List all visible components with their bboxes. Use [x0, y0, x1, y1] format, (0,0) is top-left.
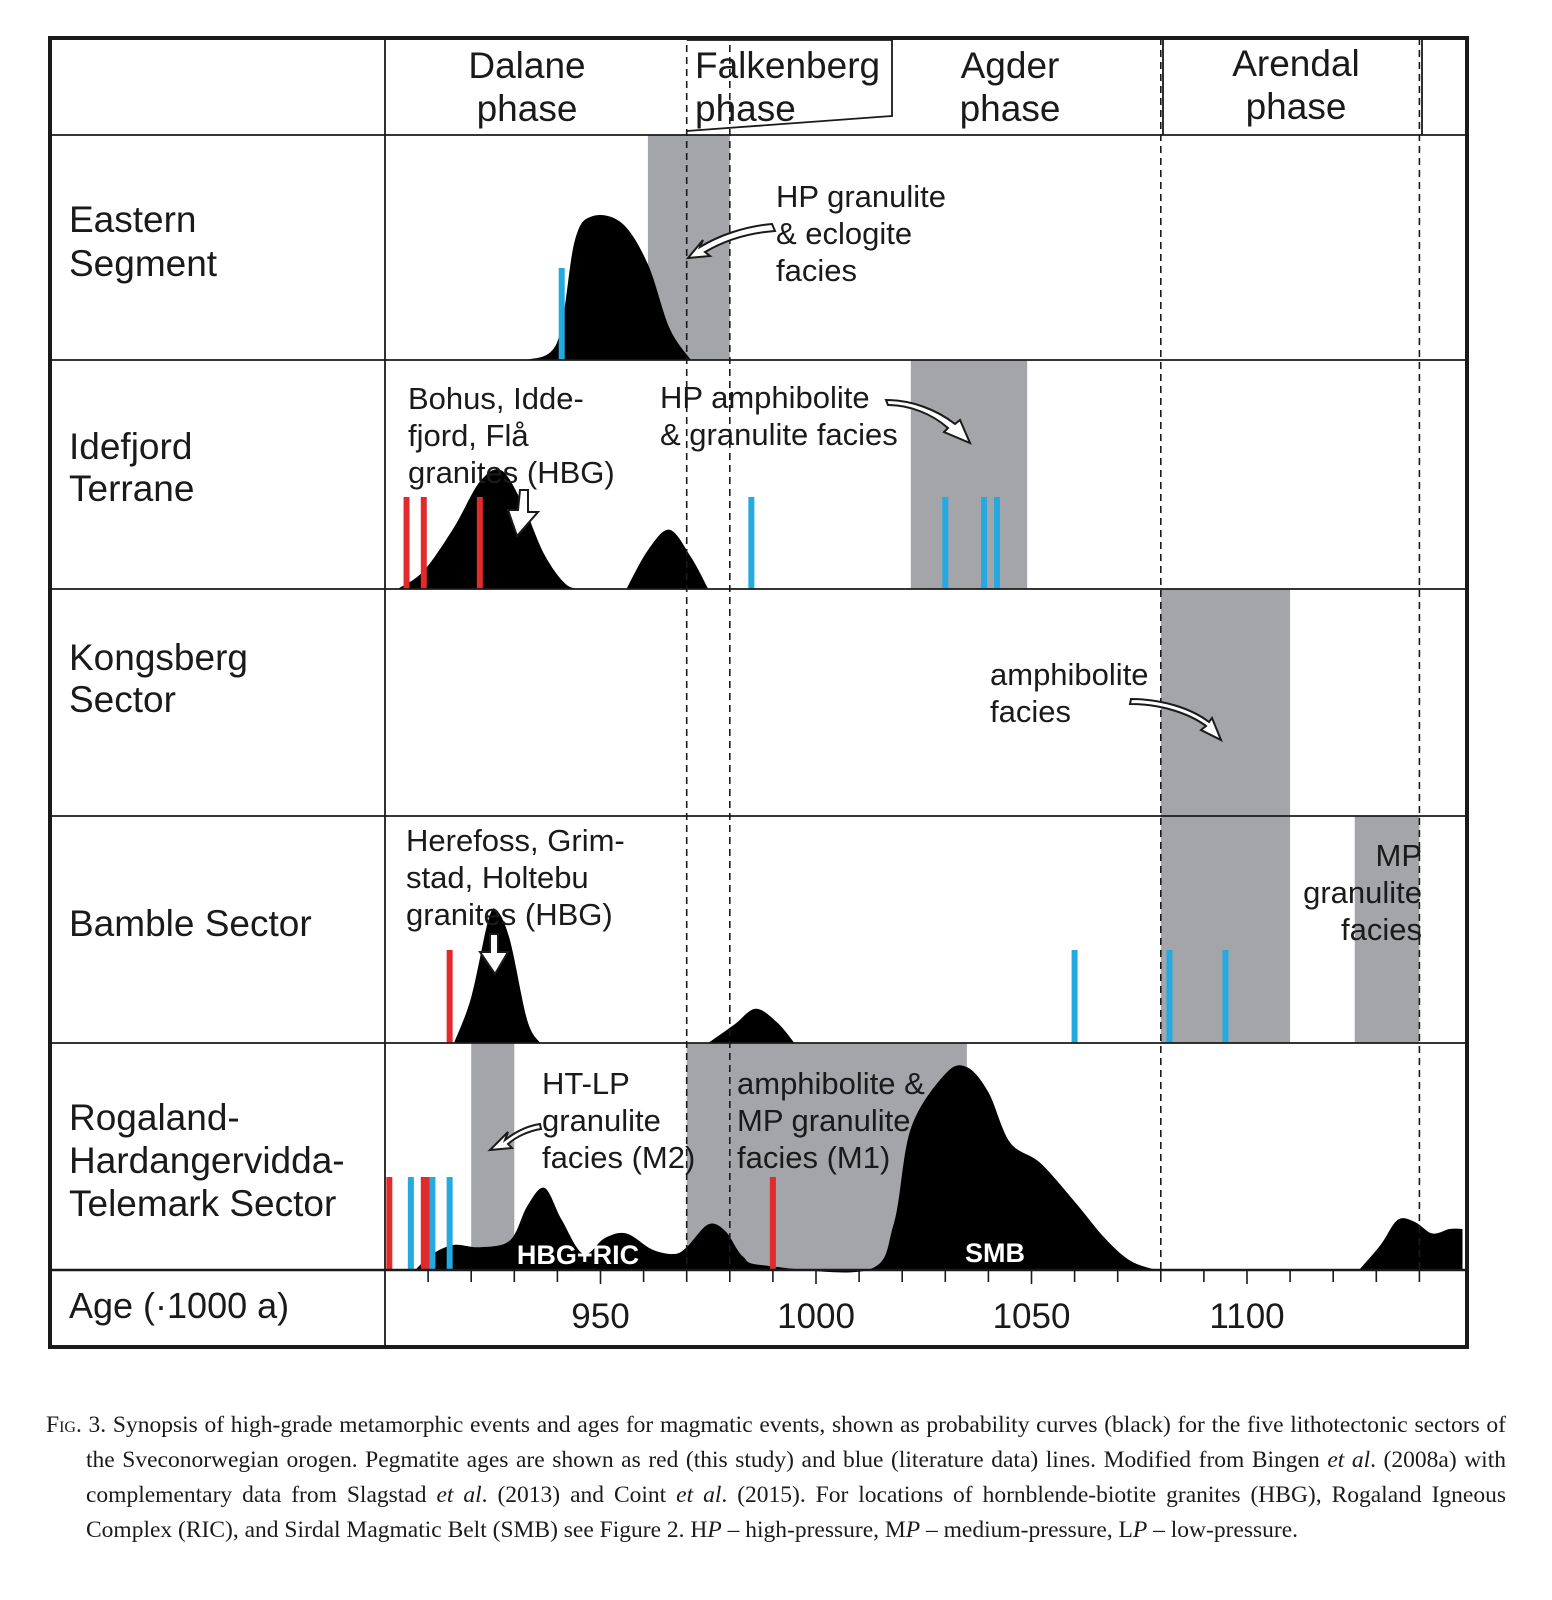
annotation-bamble-1: MP	[1375, 838, 1422, 873]
blue-age-line-rogaland-1	[429, 1177, 435, 1270]
caption-segment: Synopsis of high-grade metamorphic events and ages for magmatic events, shown as probability curves (black) for the five lithotectonic sectors of the Sveconorwegian orogen. Pegmatite ages are shown as red (this study) and blue (literature data) lines. Modified from Bingen	[86, 1412, 1507, 1473]
blue-age-line-idefjord-3	[994, 497, 1000, 589]
sector-label-kongsberg: Sector	[69, 679, 176, 720]
caption-segment: – low-pressure.	[1147, 1517, 1299, 1543]
caption-body	[86, 1412, 1506, 1543]
blue-age-line-bamble-2	[1222, 950, 1228, 1043]
blue-age-line-idefjord-1	[942, 497, 948, 589]
annotation-eastern-0: & eclogite	[776, 216, 913, 251]
red-age-line-idefjord-2	[477, 497, 483, 589]
x-tick-label-1000: 1000	[777, 1297, 855, 1336]
blue-age-line-idefjord-0	[748, 497, 754, 589]
annotation-idefjord-1: & granulite facies	[660, 417, 898, 452]
sector-label-idefjord: Idefjord	[69, 426, 193, 467]
red-age-line-extra-rogaland-0	[770, 1177, 776, 1270]
phase-label-dalane: phase	[476, 88, 578, 129]
curve-label-smb: SMB	[965, 1238, 1025, 1268]
sector-label-rogaland: Rogaland-	[69, 1097, 240, 1138]
annotation-eastern-0: HP granulite	[776, 179, 947, 214]
annotation-eastern-0: facies	[776, 253, 857, 288]
annotation-idefjord-0: granites (HBG)	[408, 455, 615, 490]
annotation-rogaland-1: amphibolite &	[737, 1066, 925, 1101]
x-axis-label: Age (·1000 a)	[69, 1285, 290, 1326]
annotation-rogaland-0: granulite	[542, 1103, 661, 1138]
x-tick-label-1050: 1050	[992, 1297, 1071, 1336]
blue-age-line-idefjord-2	[981, 497, 987, 589]
sector-label-kongsberg: Kongsberg	[69, 637, 248, 678]
blue-age-line-rogaland-0	[408, 1177, 414, 1270]
figure-caption	[46, 1408, 1506, 1548]
red-age-line-rogaland-0	[386, 1177, 392, 1270]
blue-age-line-rogaland-2	[447, 1177, 453, 1270]
phase-label-falkenberg: phase	[695, 88, 796, 129]
caption-segment: et al	[676, 1482, 722, 1508]
sector-label-rogaland: Hardangervidda-	[69, 1140, 345, 1181]
shaded-range-kongsberg-0	[1161, 589, 1290, 816]
phase-label-agder: Agder	[960, 45, 1060, 86]
caption-segment: et al	[436, 1482, 482, 1508]
phase-label-arendal: phase	[1245, 86, 1347, 127]
sector-label-eastern: Segment	[69, 243, 218, 284]
sector-label-eastern: Eastern	[69, 199, 197, 240]
caption-segment: – medium-pressure, L	[920, 1517, 1133, 1543]
caption-segment: . (2013) and Coint	[481, 1482, 677, 1508]
annotation-rogaland-0: facies (M2)	[542, 1140, 696, 1175]
annotation-idefjord-0: Bohus, Idde-	[408, 381, 584, 416]
annotation-bamble-0: stad, Holtebu	[406, 860, 589, 895]
caption-segment: P	[1132, 1517, 1148, 1543]
probability-curve-bamble-1	[708, 1009, 794, 1043]
annotation-kongsberg-0: facies	[990, 694, 1071, 729]
shaded-range-rogaland-0	[471, 1043, 514, 1270]
caption-segment: . (2015). For locations of hornblende-biotite granites (HBG), Rogaland Igneous Complex (RIC), and Sirdal Magmatic Belt (SMB) see Figure 2. H	[86, 1482, 1506, 1543]
annotation-rogaland-1: facies (M1)	[737, 1140, 891, 1175]
phase-label-arendal: Arendal	[1232, 43, 1360, 84]
annotation-rogaland-1: MP granulite	[737, 1103, 911, 1138]
x-tick-label-1100: 1100	[1209, 1297, 1285, 1336]
figure-label: Fig. 3.	[46, 1412, 107, 1438]
red-age-line-bamble-0	[447, 950, 453, 1043]
shaded-range-idefjord-0	[911, 360, 1027, 589]
sector-label-idefjord: Terrane	[69, 468, 195, 509]
x-tick-label-950: 950	[571, 1297, 630, 1336]
sector-label-rogaland: Telemark Sector	[69, 1183, 337, 1224]
annotation-bamble-1: granulite	[1303, 875, 1422, 910]
blue-age-line-eastern-0	[559, 268, 565, 360]
probability-curve-idefjord-1	[626, 530, 708, 589]
blue-age-line-bamble-0	[1072, 950, 1078, 1043]
curve-label-hbg-ric: HBG+RIC	[516, 1240, 640, 1270]
probability-curve-rogaland-1	[1359, 1218, 1462, 1270]
annotation-idefjord-1: HP amphibolite	[660, 380, 870, 415]
caption-segment: et al	[1327, 1447, 1371, 1473]
annotation-idefjord-0: fjord, Flå	[408, 418, 529, 453]
phase-label-dalane: Dalane	[468, 45, 586, 86]
caption-segment: . (2008a) with complementary data from Slagstad	[86, 1447, 1506, 1508]
sector-label-bamble: Bamble Sector	[69, 903, 312, 944]
caption-segment: – high-pressure, M	[721, 1517, 906, 1543]
caption-paragraph	[46, 1408, 1506, 1548]
red-age-line-idefjord-0	[404, 497, 410, 589]
caption-segment: P	[707, 1517, 722, 1543]
annotation-bamble-0: Herefoss, Grim-	[406, 823, 625, 858]
blue-age-line-bamble-1	[1166, 950, 1172, 1043]
annotation-bamble-1: facies	[1341, 912, 1422, 947]
phase-label-falkenberg: Falkenberg	[695, 45, 881, 86]
annotation-rogaland-0: HT-LP	[542, 1066, 630, 1101]
phase-label-agder: phase	[959, 88, 1061, 129]
annotation-kongsberg-0: amphibolite	[990, 657, 1149, 692]
annotation-bamble-0: granites (HBG)	[406, 897, 613, 932]
caption-segment: P	[905, 1517, 921, 1543]
red-age-line-idefjord-1	[421, 497, 427, 589]
